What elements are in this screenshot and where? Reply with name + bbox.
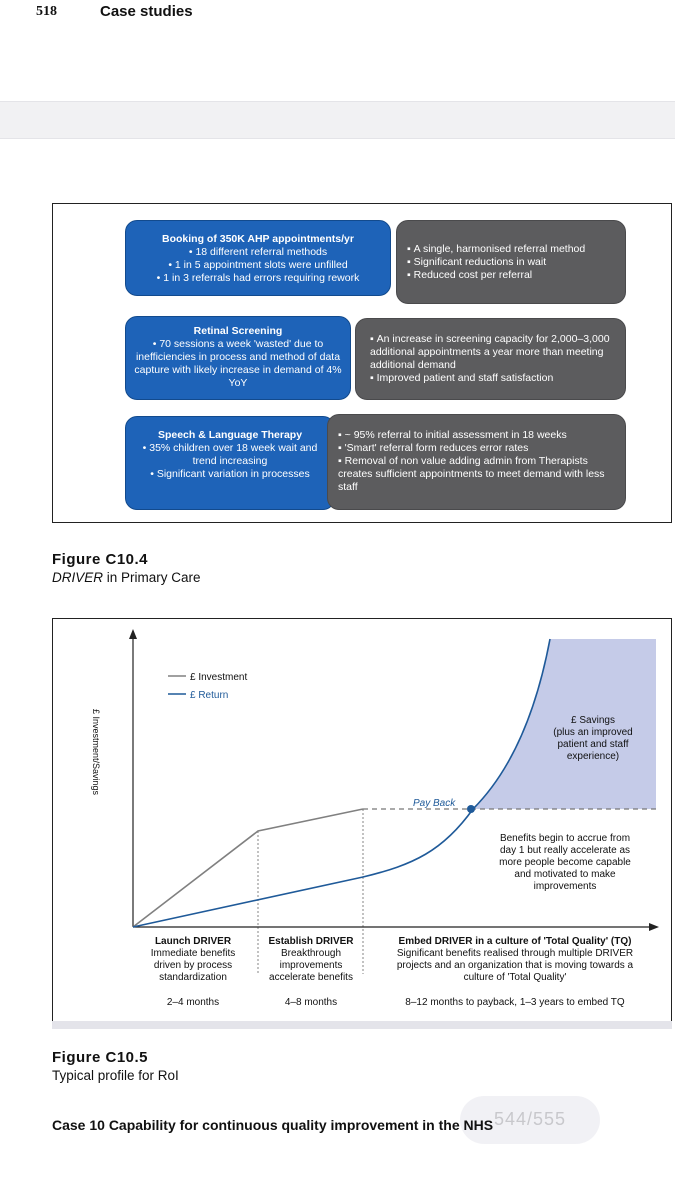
- phase-duration: 8–12 months to payback, 1–3 years to embed TQ: [405, 997, 625, 1008]
- payback-label: Pay Back: [413, 798, 456, 809]
- row1-result-line: ▪ Reduced cost per referral: [407, 269, 617, 282]
- phase-title: Establish DRIVER: [268, 936, 354, 947]
- savings-label-line: £ Savings: [571, 715, 615, 726]
- phase-title: Embed DRIVER in a culture of 'Total Quality' (TQ): [398, 936, 632, 947]
- page-indicator-text: 544/555: [493, 1109, 567, 1129]
- legend-return-label: £ Return: [190, 690, 229, 701]
- row2-problem-title: Retinal Screening: [193, 325, 283, 337]
- benefits-line: improvements: [533, 881, 597, 892]
- benefits-line: more people become capable: [499, 857, 631, 868]
- savings-label-line: patient and staff: [557, 739, 629, 750]
- benefits-annotation: [499, 833, 631, 892]
- row3-problem-line: • Significant variation in processes: [134, 468, 326, 481]
- phase-launch: [151, 936, 236, 1008]
- phase-desc: projects and an organization that is moving towards a: [396, 960, 634, 971]
- row2-result-line: ▪ Improved patient and staff satisfaction: [370, 372, 617, 385]
- figure-c10-4-subtitle-emphasis: DRIVER: [52, 570, 104, 585]
- row3-result-line: ▪ 'Smart' referral form reduces error rates: [338, 442, 617, 455]
- savings-area: [473, 639, 656, 809]
- benefits-line: day 1 but really accelerate as: [499, 845, 631, 856]
- figure-c10-5-subtitle: Typical profile for RoI: [52, 1068, 179, 1083]
- phase-desc: Significant benefits realised through multiple DRIVER: [396, 948, 634, 959]
- row1-problem-title: Booking of 350K AHP appointments/yr: [162, 233, 354, 245]
- benefits-line: and motivated to make: [514, 869, 616, 880]
- figure-c10-4-subtitle-rest: in Primary Care: [103, 570, 201, 585]
- phase-desc: improvements: [279, 960, 343, 971]
- phase-desc: Breakthrough: [280, 948, 342, 959]
- row1-problem-line: • 1 in 5 appointment slots were unfilled: [134, 259, 382, 272]
- row3-result-line: ▪ ~ 95% referral to initial assessment in 18 weeks: [338, 429, 617, 442]
- row2-result-box: [355, 318, 626, 400]
- figure-c10-5: [52, 618, 672, 1023]
- phase-duration: 4–8 months: [284, 997, 338, 1008]
- row1-result-box: [396, 220, 626, 304]
- case-heading: Case 10 Capability for continuous quality improvement in the NHS: [52, 1117, 494, 1133]
- row1-problem-line: • 1 in 3 referrals had errors requiring rework: [134, 272, 382, 285]
- row3-problem-box: [125, 416, 335, 510]
- row2-problem-line: • 70 sessions a week 'wasted' due to inefficiencies in process and method of data capture with likely increase in demand of 4% YoY: [134, 338, 342, 390]
- phase-desc: driven by process: [153, 960, 233, 971]
- phase-desc: accelerate benefits: [269, 972, 353, 983]
- row1-problem-box: [125, 220, 391, 296]
- legend-investment-label: £ Investment: [190, 672, 248, 683]
- row3-problem-title: Speech & Language Therapy: [157, 429, 303, 441]
- figure-c10-5-bottom-band: [52, 1021, 672, 1029]
- phase-desc: culture of 'Total Quality': [463, 972, 567, 983]
- figure-c10-5-title: Figure C10.5: [52, 1049, 149, 1066]
- y-axis-arrow: [129, 629, 137, 639]
- row3-problem-line: • 35% children over 18 week wait and trend increasing: [134, 442, 326, 468]
- row3-result-box: [327, 414, 626, 510]
- running-head: Case studies: [100, 3, 193, 20]
- row1-result-line: ▪ A single, harmonised referral method: [407, 243, 617, 256]
- row2-problem-box: [125, 316, 351, 400]
- page-number: 518: [36, 4, 57, 19]
- phase-embed: [397, 936, 634, 1008]
- payback-point: [467, 805, 475, 813]
- phase-duration: 2–4 months: [166, 997, 220, 1008]
- figure-c10-4: [52, 203, 672, 523]
- row2-result-line: ▪ An increase in screening capacity for 2,000–3,000 additional appointments a year more than meeting additional demand: [370, 333, 617, 372]
- row1-problem-line: • 18 different referral methods: [134, 246, 382, 259]
- savings-label-line: experience): [566, 751, 620, 762]
- figure-c10-4-subtitle: [52, 570, 201, 585]
- investment-line: [133, 809, 363, 927]
- phase-establish: [268, 936, 354, 1008]
- figure-c10-4-title: Figure C10.4: [52, 551, 149, 568]
- row1-result-line: ▪ Significant reductions in wait: [407, 256, 617, 269]
- benefits-line: Benefits begin to accrue from: [499, 833, 631, 844]
- roi-profile-chart: [53, 619, 671, 1021]
- page-separator-band: [0, 101, 675, 139]
- x-axis-arrow: [649, 923, 659, 931]
- y-axis-label: £ Investment/Savings: [91, 709, 101, 796]
- savings-label-line: (plus an improved: [553, 727, 633, 738]
- phase-desc: Immediate benefits: [150, 948, 236, 959]
- phase-desc: standardization: [159, 972, 227, 983]
- row3-result-line: ▪ Removal of non value adding admin from Therapists creates sufficient appointments to meet demand with less staff: [338, 455, 617, 494]
- phase-title: Launch DRIVER: [154, 936, 232, 947]
